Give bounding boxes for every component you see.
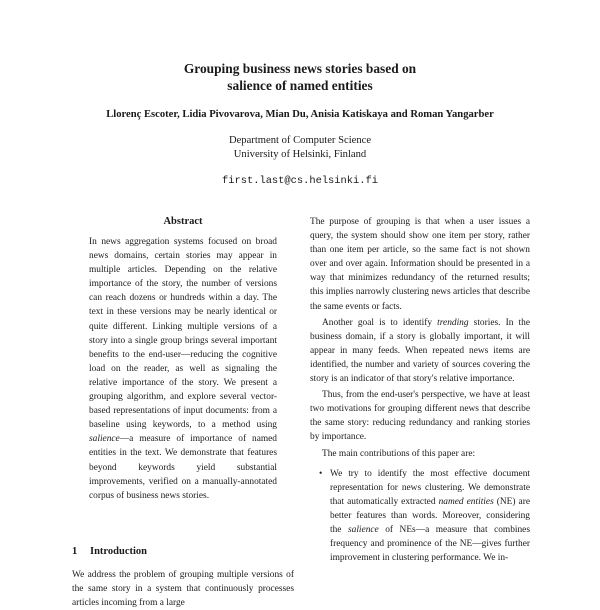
paper-title bbox=[0, 60, 600, 94]
list-item bbox=[310, 467, 530, 566]
paragraph-motivations: Thus, from the end-user's perspective, we have at least two motivations for grouping different news that describe the same story: reducing redundancy and ranking stories by importance. bbox=[310, 390, 530, 443]
title-line-2: salience of named entities bbox=[227, 78, 373, 93]
emphasis-salience: salience bbox=[347, 524, 379, 535]
abstract-text-part-1: In news aggregation systems focused on broad news domains, certain stories may appear in multiple articles. Depending on the relative importance of the story, the number of versions can reach dozens or hundreds within a day. The text in these versions may be nearly identical or quite different. Linking multiple versions of a story into a single group brings several important benefits to the end-user—reducing the cognitive load on the reader, as well as signaling the relative importance of the story. We present a grouping algorithm, and explore several vector-based representations of input documents: from a baseline using keywords, to a method using bbox=[89, 237, 277, 431]
abstract-emphasis-salience: salience bbox=[89, 434, 120, 445]
affiliation-university: University of Helsinki, Finland bbox=[233, 149, 367, 160]
paragraph-purpose: The purpose of grouping is that when a user issues a query, the system should show one item per story, rather than one item per article, so the same fact is not shown over and over again. Information should be presented in a way that minimizes redundancy of the returned results; this implies narrowly clustering news articles that describe the same events or facts. bbox=[310, 217, 530, 312]
paragraph-trending-part-1: Another goal is to identify bbox=[322, 317, 438, 328]
bullet-text-part-1: We try to identify the most effective document representation for news clustering. We demonstrate that automatically extracted bbox=[330, 468, 530, 507]
emphasis-trending: trending bbox=[437, 317, 469, 328]
author-list: Llorenç Escoter, Lidia Pivovarova, Mian Du, Anisia Katiskaya and Roman Yangarber bbox=[106, 109, 494, 120]
right-column bbox=[310, 215, 530, 565]
abstract-text bbox=[89, 235, 277, 503]
bullet-icon: • bbox=[319, 468, 323, 479]
introduction-paragraph: We address the problem of grouping multiple versions of the same story in a system that continuously processes articles incoming from a large bbox=[72, 570, 294, 609]
affiliation-department: Department of Computer Science bbox=[228, 135, 372, 146]
abstract-text-part-2: —a measure of importance of named entities in the text. We demonstrate that features beyond keywords yield substantial improvements, verified on a manually-annotated corpus of business news stories. bbox=[89, 434, 277, 501]
paragraph-contributions-intro: The main contributions of this paper are: bbox=[322, 448, 476, 459]
title-line-1: Grouping business news stories based on bbox=[183, 61, 417, 76]
emphasis-named-entities: named entities bbox=[438, 496, 494, 507]
section-heading-introduction bbox=[72, 545, 294, 558]
paragraph-trending-part-2: stories. In the business domain, if a story is globally important, it will appear in many feeds. When repeated news items are identified, the number and variety of sources covering the story is an indicator of that story's relative importance. bbox=[310, 317, 530, 385]
section-title: Introduction bbox=[90, 546, 147, 557]
bullet-text-part-2: (NE) are better features than words. Moreover, considering the bbox=[330, 496, 531, 535]
bullet-text-part-3: of NEs—a measure that combines frequency and prominence of the NE—gives further improvement in clustering performance. We in- bbox=[330, 524, 530, 564]
paragraph-trending bbox=[310, 316, 530, 386]
introduction-text bbox=[72, 568, 294, 610]
contributions-list bbox=[310, 467, 530, 566]
abstract-heading: Abstract bbox=[163, 216, 203, 227]
affiliation bbox=[0, 134, 600, 162]
author-email: first.last@cs.helsinki.fi bbox=[222, 175, 378, 187]
section-number: 1 bbox=[72, 546, 78, 557]
